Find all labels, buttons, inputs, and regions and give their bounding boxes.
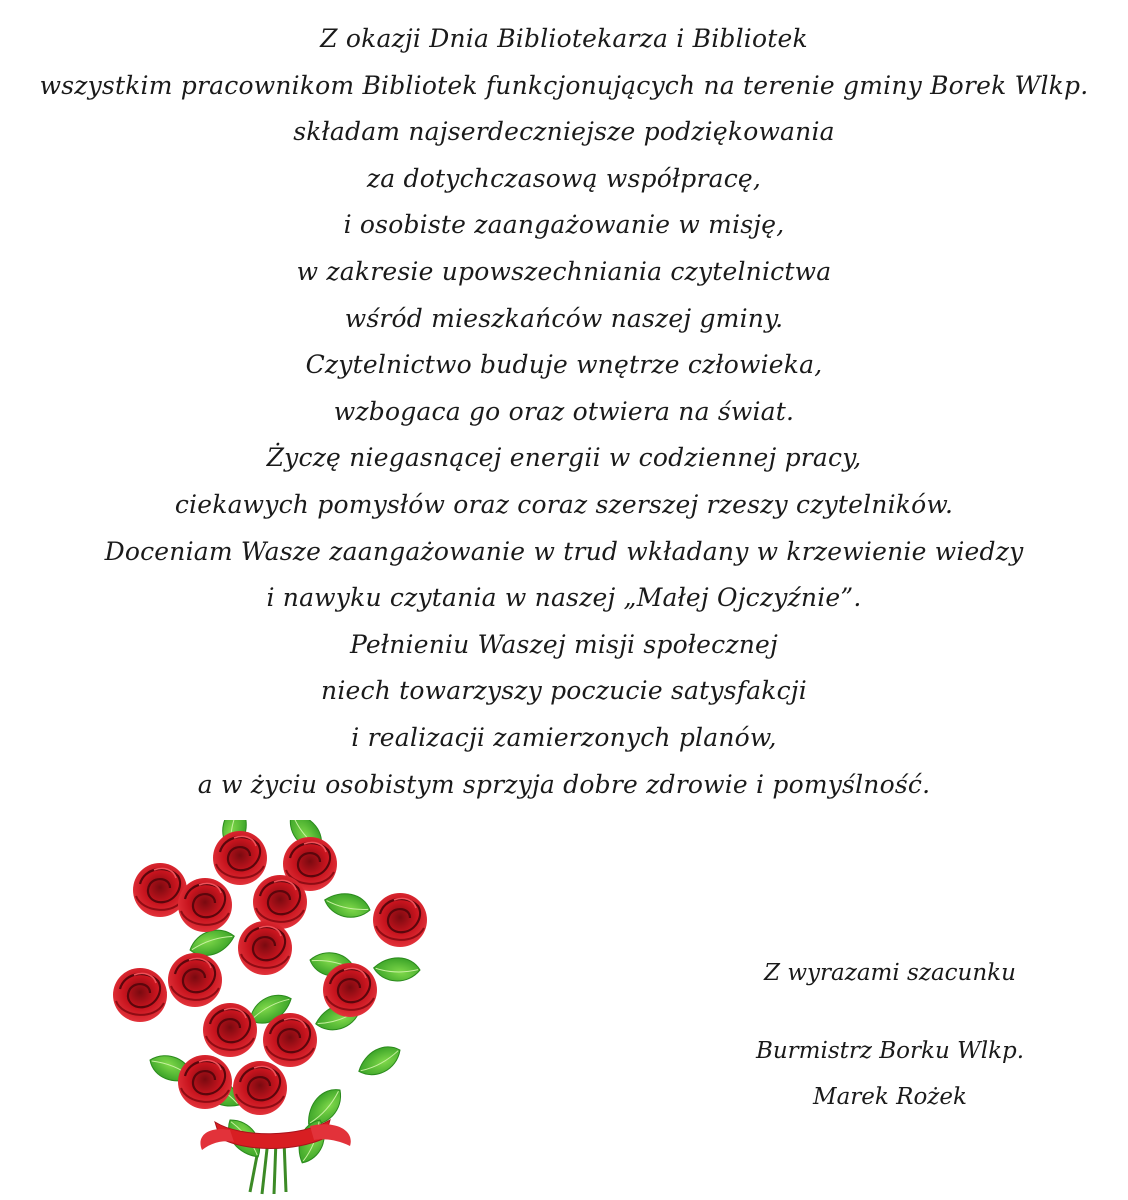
greeting-line: ciekawych pomysłów oraz coraz szerszej rzeszy czytelników. [174, 489, 954, 519]
greeting-line: Doceniam Wasze zaangażowanie w trud wkładany w krzewienie wiedzy [104, 536, 1024, 566]
closing-regards: Z wyrazami szacunku [764, 960, 1016, 986]
closing-block [700, 950, 1080, 1120]
greeting-text [0, 16, 1128, 808]
greeting-line: i realizacji zamierzonych planów, [351, 722, 777, 752]
greeting-line: w zakresie upowszechniania czytelnictwa [296, 256, 832, 286]
greeting-line: za dotychczasową współpracę, [366, 163, 762, 193]
greeting-line: i osobiste zaangażowanie w misję, [343, 210, 785, 240]
greeting-line: a w życiu osobistym sprzyja dobre zdrowie i pomyślność. [197, 769, 931, 799]
greeting-line: wszystkim pracownikom Bibliotek funkcjonujących na terenie gminy Borek Wlkp. [39, 70, 1089, 100]
greeting-line: Życzę niegasnącej energii w codziennej pracy, [266, 443, 862, 473]
red-roses-bouquet-icon [110, 820, 450, 1200]
greeting-line: wśród mieszkańców naszej gminy. [344, 303, 784, 333]
greeting-line: Czytelnictwo buduje wnętrze człowieka, [305, 350, 823, 380]
greeting-line: składam najserdeczniejsze podziękowania [293, 117, 835, 147]
greeting-line: Pełnieniu Waszej misji społecznej [350, 629, 778, 659]
signatory-name: Marek Rożek [813, 1084, 967, 1110]
greeting-line: wzbogaca go oraz otwiera na świat. [333, 396, 795, 426]
greeting-line: i nawyku czytania w naszej „Małej Ojczyźnie”. [266, 583, 862, 613]
signatory-title: Burmistrz Borku Wlkp. [755, 1038, 1025, 1064]
greeting-line: niech towarzyszy poczucie satysfakcji [321, 676, 807, 706]
greeting-line: Z okazji Dnia Bibliotekarza i Bibliotek [320, 24, 808, 53]
